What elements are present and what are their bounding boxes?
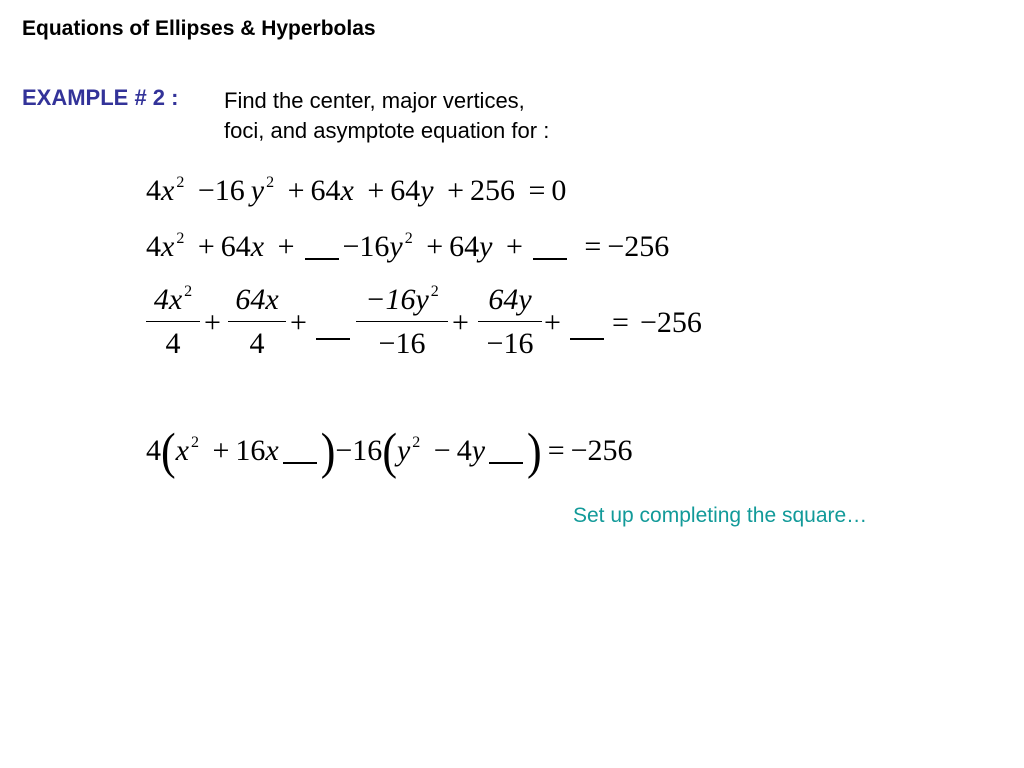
eq4-term-minus16: −16	[335, 434, 383, 467]
eq3-f1-num-text: 4x	[153, 283, 183, 316]
eq1-var-y2: y	[420, 174, 434, 207]
eq1-exp-2a: 2	[176, 174, 185, 191]
eq3-f1-numerator	[146, 282, 200, 318]
eq4-var-y: y	[396, 434, 411, 467]
slide-title: Equations of Ellipses & Hyperbolas	[22, 17, 376, 40]
eq3-f2-bar	[228, 321, 286, 322]
eq3-equals: =	[612, 306, 629, 339]
eq2-blank-2	[533, 258, 567, 260]
eq3-f3-num-text: −16y	[365, 283, 429, 316]
eq3-f3-bar	[356, 321, 448, 322]
eq2-plus-3: +	[426, 230, 444, 263]
eq4-left-paren-1: (	[161, 423, 176, 480]
eq2-var-y2: y	[479, 230, 493, 263]
eq4-exp-2b: 2	[412, 434, 421, 451]
eq4-exp-2a: 2	[190, 434, 199, 451]
eq2-exp-2b: 2	[404, 230, 413, 247]
eq1-rhs-0: 0	[551, 174, 567, 207]
eq3-f4-denominator: −16	[486, 327, 534, 360]
example-prompt	[224, 86, 549, 146]
eq1-var-x2: x	[340, 174, 354, 207]
eq1-plus-1: +	[287, 174, 305, 207]
eq1-coef-64b: 64	[390, 174, 421, 207]
eq1-plus-2: +	[367, 174, 385, 207]
eq3-plus-4: +	[544, 306, 561, 339]
eq1-exp-2b: 2	[266, 174, 275, 191]
eq2-var-x2: x	[250, 230, 265, 263]
eq3-plus-3: +	[452, 306, 469, 339]
eq3-blank-2-line	[570, 338, 604, 340]
eq4-left-paren-2: (	[382, 423, 397, 480]
eq4-var-x2: x	[265, 434, 279, 467]
eq4-blank-1	[283, 462, 317, 464]
eq2-var-y: y	[389, 230, 403, 263]
eq2-coef-4: 4	[146, 230, 161, 263]
eq3-fraction-3	[356, 282, 448, 362]
eq1-plus-3: +	[447, 174, 464, 207]
eq3-blank-2	[570, 310, 604, 344]
eq3-fraction-1	[146, 282, 200, 362]
eq1-var-y: y	[250, 174, 265, 207]
eq3-blank-1	[316, 310, 350, 344]
eq2-rhs: −256	[607, 230, 670, 263]
eq3-f1-bar	[146, 321, 200, 322]
eq2-blank-1	[305, 258, 339, 260]
eq4-rhs: −256	[570, 434, 633, 467]
eq4-coef-4: 4	[146, 434, 161, 467]
equation-2	[146, 230, 669, 264]
eq4-coef-16: 16	[235, 434, 266, 467]
eq2-exp-2a: 2	[176, 230, 185, 247]
eq3-f2-denominator: 4	[249, 327, 265, 360]
eq3-plus-2: +	[290, 306, 307, 339]
eq2-coef-64b: 64	[449, 230, 480, 263]
eq4-right-paren-2: )	[527, 423, 542, 480]
eq4-blank-2	[489, 462, 523, 464]
eq4-equals: =	[547, 434, 565, 467]
eq4-var-x: x	[175, 434, 189, 467]
eq1-var-x: x	[161, 174, 175, 207]
eq2-plus-1: +	[197, 230, 215, 263]
eq4-right-paren-1: )	[320, 423, 336, 480]
eq3-f4-bar	[478, 321, 542, 322]
eq1-equals: =	[528, 174, 546, 207]
eq3-blank-1-line	[316, 338, 350, 340]
eq2-equals: =	[584, 230, 602, 263]
equation-1	[146, 174, 566, 208]
eq3-f2-num-text: 64x	[235, 283, 279, 316]
eq2-plus-2: +	[277, 230, 295, 263]
eq4-plus-1: +	[212, 434, 230, 467]
eq4-var-y2: y	[471, 434, 486, 467]
eq2-plus-4: +	[506, 230, 523, 263]
equation-3	[146, 282, 726, 368]
eq3-f3-denominator: −16	[378, 327, 426, 360]
eq1-const-256: 256	[470, 174, 515, 207]
eq3-f1-exp: 2	[184, 283, 193, 300]
eq1-coef-4: 4	[146, 174, 161, 207]
eq2-term-minus16: −16	[342, 230, 390, 263]
example-label: EXAMPLE # 2 :	[22, 85, 179, 110]
eq1-term-minus16: −16	[197, 174, 245, 207]
eq3-f4-numerator	[478, 282, 542, 318]
prompt-line-2: foci, and asymptote equation for :	[224, 118, 550, 143]
eq2-var-x: x	[161, 230, 175, 263]
eq3-fraction-4	[478, 282, 542, 362]
eq3-f1-denominator: 4	[165, 327, 181, 360]
equation-4	[146, 423, 633, 480]
eq3-f3-numerator	[356, 282, 448, 318]
eq3-fraction-2	[228, 282, 286, 362]
eq2-coef-64a: 64	[220, 230, 251, 263]
eq4-minus: −	[433, 434, 451, 467]
completing-square-note: Set up completing the square…	[573, 504, 868, 527]
eq3-rhs: −256	[640, 306, 702, 339]
eq3-plus-1: +	[204, 306, 221, 339]
eq3-f2-numerator	[228, 282, 286, 318]
prompt-line-1: Find the center, major vertices,	[224, 88, 525, 113]
eq3-f3-exp: 2	[430, 283, 439, 300]
eq3-f4-num-text: 64y	[488, 283, 532, 316]
eq1-coef-64a: 64	[310, 174, 341, 207]
eq4-coef-4b: 4	[456, 434, 472, 467]
